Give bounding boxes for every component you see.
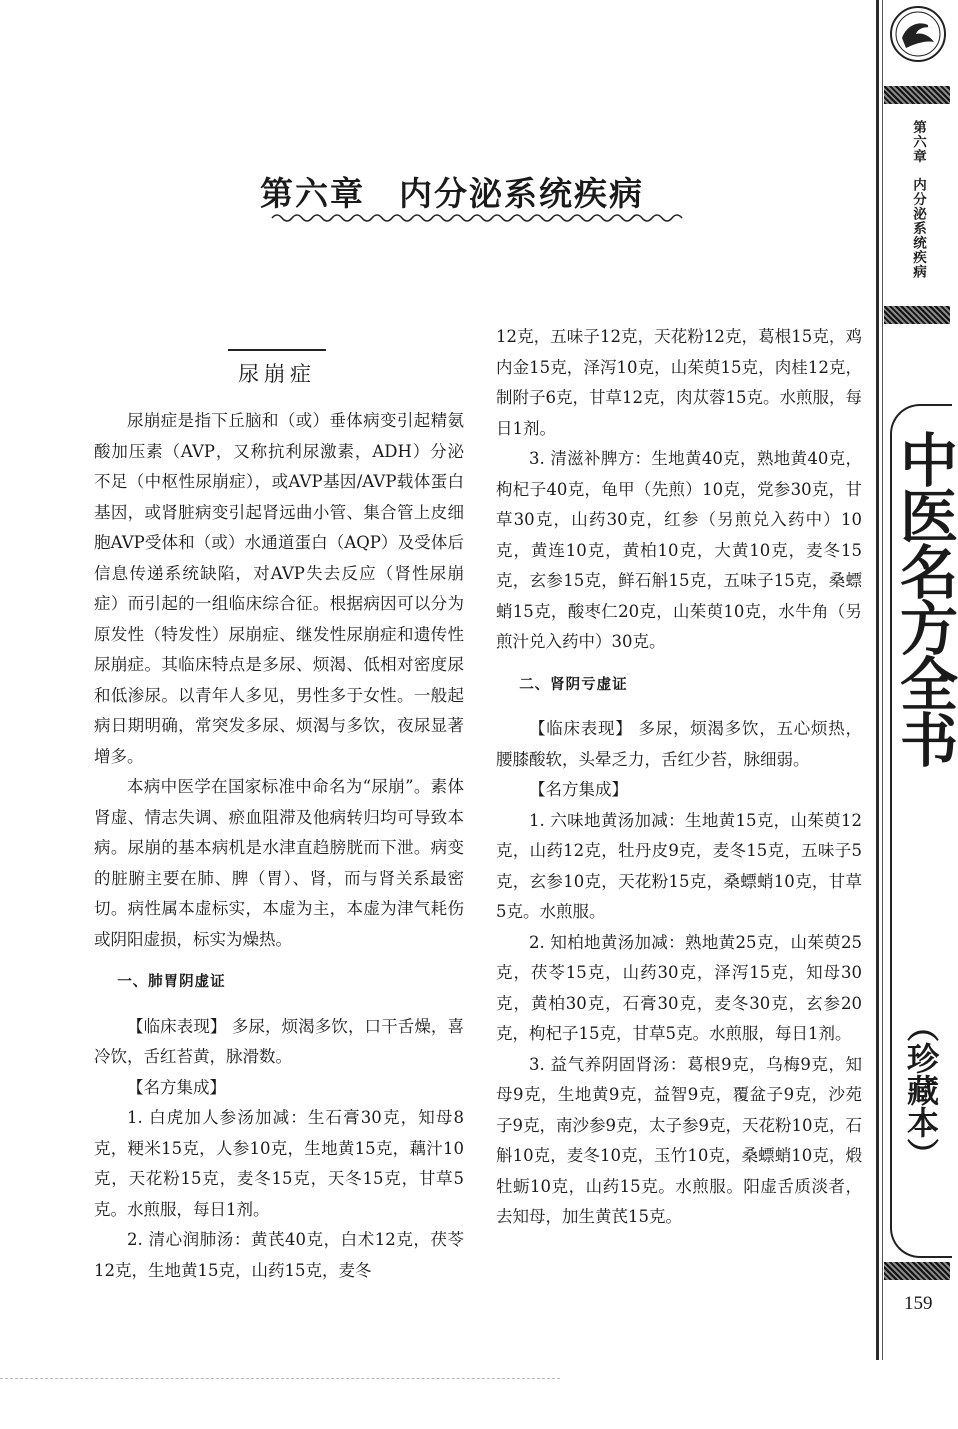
formula-item: 3. 清滋补脾方：生地黄40克，熟地黄40克，枸杞子40克，龟甲（先煎）10克，党参30克，甘草30克，山药30克，红参（另煎兑入药中）10克，黄连10克，黄柏10克，大黄10克，麦冬15克，玄参15克，鲜石斛15克，五味子15克，桑螵蛸15克，酸枣仁20克，山茱萸10克，水牛角（另煎汁兑入药中）30克。 bbox=[496, 449, 862, 651]
decorative-band bbox=[884, 1262, 950, 1280]
chapter-title: 内分泌系统疾病 bbox=[399, 174, 644, 213]
phoenix-logo-icon bbox=[888, 4, 948, 64]
section-rule bbox=[228, 349, 326, 351]
section-title: 尿崩症 bbox=[238, 362, 316, 386]
book-subtitle: （珍藏本） bbox=[902, 1010, 940, 1170]
decorative-band bbox=[884, 306, 950, 324]
formula-continuation: 12克，五味子12克，天花粉12克，葛根15克，鸡内金15克，泽泻10克，山茱萸15克，肉桂12克，制附子6克，甘草12克，肉苁蓉15克。水煎服，每日1剂。 bbox=[496, 327, 862, 438]
intro-paragraph: 尿崩症是指下丘脑和（或）垂体病变引起精氨酸加压素（AVP，又称抗利尿激素，ADH）分泌不足（中枢性尿崩症），或AVP基因/AVP载体蛋白基因，或肾脏病变引起肾远曲小管、集合管上皮细胞AVP受体和（或）水通道蛋白（AQP）及受体后信息传递系统缺陷，对AVP失去反应（肾性尿崩症）而引起的一组临床综合征。根据病因可以分为原发性（特发性）尿崩症、继发性尿崩症和遗传性尿崩症。其临床特点是多尿、烦渴、低相对密度尿和低渗尿。以青年人多见，男性多于女性。一般起病日期明确，常突发多尿、烦渴与多饮，夜尿显著增多。 bbox=[94, 411, 464, 766]
subheading: 二、肾阴亏虚证 bbox=[519, 676, 628, 693]
formula-item: 3. 益气养阴固肾汤：葛根9克，乌梅9克，知母9克，生地黄9克，益智9克，覆盆子9克，沙苑子9克，南沙参9克，太子参9克，天花粉10克，石斛10克，麦冬10克，玉竹10克，桑螵蛸10克，煅牡蛎10克，山药15克。水煎服。阳虚舌质淡者，去知母，加生黄芪15克。 bbox=[496, 1054, 862, 1226]
sidebar-chapter-title: 内分泌系统疾病 bbox=[910, 177, 926, 279]
chapter-underline-wave bbox=[272, 212, 682, 224]
formula-heading: 【名方集成】 bbox=[127, 1077, 226, 1097]
scan-edge-dash bbox=[0, 1378, 560, 1379]
page-number: 159 bbox=[904, 1293, 933, 1314]
tcm-paragraph: 本病中医学在国家标准中命名为“尿崩”。素体肾虚、情志失调、瘀血阻滞及他病转归均可导致本病。尿崩的基本病机是水津直趋膀胱而下泄。病变的脏腑主要在肺、脾（胃）、肾，而与肾关系最密切。病性属本虚标实，本虚为主，本虚为津气耗伤或阴阳虚损，标实为燥热。 bbox=[94, 777, 464, 949]
formula-item: 1. 白虎加人参汤加减：生石膏30克，知母8克，粳米15克，人参10克，生地黄15克，藕汁10克，天花粉15克，麦冬15克，天冬15克，甘草5克。水煎服，每日1剂。 bbox=[94, 1108, 464, 1219]
formula-item: 1. 六味地黄汤加减：生地黄15克，山茱萸12克，山药12克，牡丹皮9克，麦冬15克，五味子5克，玄参10克，天花粉15克，桑螵蛸10克，甘草5克。水煎服。 bbox=[496, 810, 862, 921]
sidebar-chapter bbox=[908, 120, 928, 279]
right-column bbox=[496, 322, 862, 1233]
formula-item: 2. 清心润肺汤：黄芪40克，白术12克，茯苓12克，生地黄15克，山药15克，麦冬 bbox=[94, 1230, 464, 1280]
clinical-manifestation: 【临床表现】 多尿，烦渴多饮，五心烦热，腰膝酸软，头晕乏力，舌红少苔，脉细弱。 bbox=[496, 719, 862, 769]
formula-heading: 【名方集成】 bbox=[529, 780, 628, 799]
left-column bbox=[94, 406, 464, 1286]
spine-line-thin bbox=[882, 0, 883, 1360]
chapter-heading bbox=[260, 168, 690, 215]
chapter-label: 第六章 bbox=[260, 174, 365, 213]
clinical-manifestation: 【临床表现】 多尿，烦渴多饮，口干舌燥，喜冷饮，舌红苔黄，脉滑数。 bbox=[94, 1016, 464, 1066]
spine-line bbox=[876, 0, 879, 1360]
sidebar-chapter-label: 第六章 bbox=[910, 120, 926, 164]
decorative-band bbox=[884, 86, 950, 104]
book-title: 中医名方全书 bbox=[890, 430, 958, 766]
subheading: 一、肺胃阴虚证 bbox=[117, 974, 226, 990]
formula-item: 2. 知柏地黄汤加减：熟地黄25克，山茱萸25克，茯苓15克，山药30克，泽泻15克，知母30克，黄柏30克，石膏30克，麦冬30克，玄参20克，枸杞子15克，甘草5克。水煎服，每日1剂。 bbox=[496, 932, 862, 1043]
